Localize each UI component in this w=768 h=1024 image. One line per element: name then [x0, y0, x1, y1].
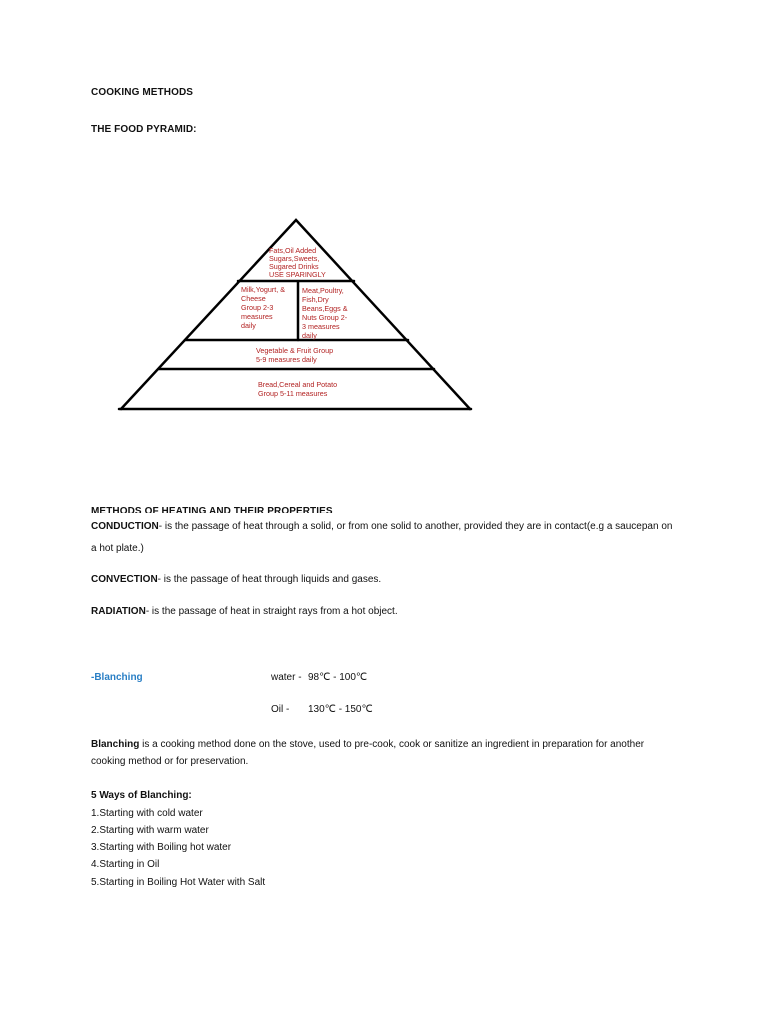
- blanching-def-continued: cooking method or for preservation.: [91, 756, 249, 767]
- pyramid-dairy-line-2: Cheese: [241, 294, 266, 303]
- pyramid-top-line-3: Sugared Drinks: [269, 262, 319, 271]
- ways-item-3: 3.Starting with Boiling hot water: [91, 842, 232, 853]
- ways-item-4: 4.Starting in Oil: [91, 859, 160, 870]
- pyramid-top-line-4: USE SPARINGLY: [269, 270, 326, 279]
- ways-heading: 5 Ways of Blanching:: [91, 790, 192, 801]
- water-temp-value: 98℃ - 100℃: [308, 672, 368, 683]
- pyramid-grain-line-1: Bread,Cereal and Potato: [258, 380, 338, 389]
- pyramid-dairy-line-1: Milk,Yogurt, &: [241, 285, 286, 294]
- oil-temp-label: Oil -: [271, 704, 290, 715]
- convection-text: - is the passage of heat through liquids and gases.: [157, 574, 382, 585]
- pyramid-grain-line-2: Group 5-11 measures: [258, 389, 328, 398]
- pyramid-heading: THE FOOD PYRAMID:: [91, 124, 197, 135]
- pyramid-protein-line-6: daily: [302, 331, 317, 340]
- pyramid-dairy-line-4: measures: [241, 312, 273, 321]
- ways-item-2: 2.Starting with warm water: [91, 825, 209, 836]
- pyramid-veg-line-1: Vegetable & Fruit Group: [256, 346, 334, 355]
- pyramid-top-line-1: Fats,Oil Added: [269, 246, 317, 255]
- convection-term: CONVECTION: [91, 574, 158, 585]
- blanching-term: Blanching: [91, 739, 140, 750]
- blanching-definition: [91, 736, 711, 753]
- pyramid-protein-line-5: 3 measures: [302, 322, 340, 331]
- methods-heading: METHODS OF HEATING AND THEIR PROPERTIES: [91, 506, 333, 513]
- oil-temp-value: 130℃ - 150℃: [308, 704, 373, 715]
- radiation-paragraph: [91, 603, 398, 620]
- pyramid-dairy-line-5: daily: [241, 321, 256, 330]
- pyramid-top-line-2: Sugars,Sweets,: [269, 254, 320, 263]
- pyramid-veg-line-2: 5-9 measures daily: [256, 355, 317, 364]
- conduction-text-1: - is the passage of heat through a solid, or from one solid to another, provided they are in contact(e.g a saucepan on: [158, 521, 673, 532]
- ways-item-5: 5.Starting in Boiling Hot Water with Salt: [91, 877, 266, 888]
- conduction-paragraph: [91, 518, 711, 535]
- blanching-label: -Blanching: [91, 672, 143, 683]
- conduction-continued: a hot plate.): [91, 543, 144, 554]
- blanching-def-line-1: is a cooking method done on the stove, used to pre-cook, cook or sanitize an ingredient in preparation for another: [139, 739, 645, 750]
- radiation-term: RADIATION: [91, 606, 146, 617]
- water-temp-label: water -: [271, 672, 302, 683]
- pyramid-dairy-line-3: Group 2-3: [241, 303, 274, 312]
- document-title: COOKING METHODS: [91, 87, 194, 98]
- pyramid-protein-line-2: Fish,Dry: [302, 295, 329, 304]
- conduction-term: CONDUCTION: [91, 521, 159, 532]
- pyramid-protein-line-3: Beans,Eggs &: [302, 304, 348, 313]
- convection-paragraph: [91, 571, 381, 588]
- radiation-text: - is the passage of heat in straight rays from a hot object.: [145, 606, 398, 617]
- ways-item-1: 1.Starting with cold water: [91, 808, 203, 819]
- pyramid-protein-line-1: Meat,Poultry,: [302, 286, 344, 295]
- pyramid-protein-line-4: Nuts Group 2-: [302, 313, 348, 322]
